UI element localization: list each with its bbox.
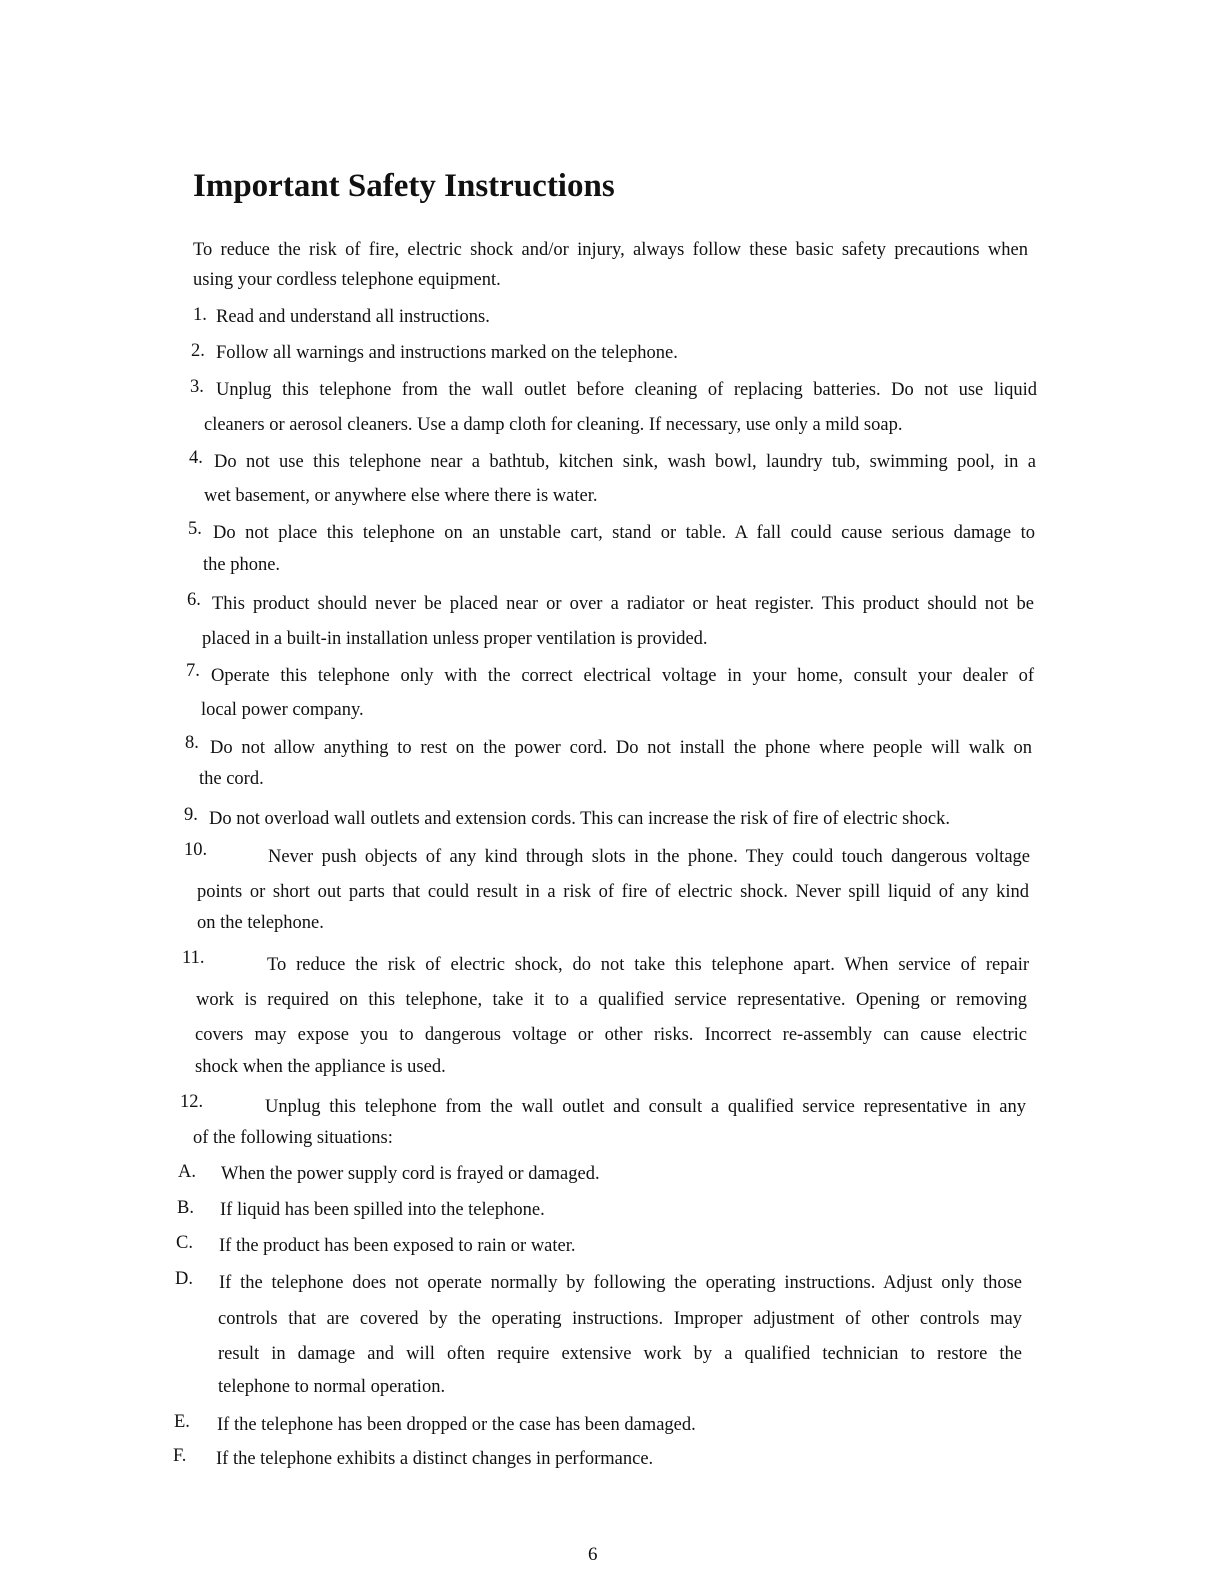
situation-e-letter: E. xyxy=(174,1412,190,1432)
item-12-line-2: of the following situations: xyxy=(193,1128,393,1148)
page-title: Important Safety Instructions xyxy=(193,168,615,204)
situation-a-line-1: When the power supply cord is frayed or damaged. xyxy=(221,1164,600,1184)
item-11-line-1: To reduce the risk of electric shock, do not take this telephone apart. When service of repair xyxy=(267,955,1029,975)
item-5-number: 5. xyxy=(188,519,202,539)
item-11-line-2: work is required on this telephone, take it to a qualified service representative. Opening or removing xyxy=(196,990,1027,1010)
item-10-number: 10. xyxy=(184,840,208,860)
situation-c-line-1: If the product has been exposed to rain or water. xyxy=(219,1236,576,1256)
situation-d-line-2: controls that are covered by the operating instructions. Improper adjustment of other controls may xyxy=(218,1309,1022,1329)
item-11-number: 11. xyxy=(182,948,205,968)
situation-a-letter: A. xyxy=(178,1162,196,1182)
item-5-line-1: Do not place this telephone on an unstable cart, stand or table. A fall could cause serious damage to xyxy=(213,523,1035,543)
situation-b-letter: B. xyxy=(177,1198,194,1218)
item-10-line-1: Never push objects of any kind through slots in the phone. They could touch dangerous voltage xyxy=(268,847,1030,867)
situation-d-line-4: telephone to normal operation. xyxy=(218,1377,446,1397)
item-1-line-1: Read and understand all instructions. xyxy=(216,307,490,327)
item-3-line-1: Unplug this telephone from the wall outlet before cleaning of replacing batteries. Do not use liquid xyxy=(216,380,1037,400)
item-7-line-2: local power company. xyxy=(201,700,364,720)
item-9-line-1: Do not overload wall outlets and extension cords. This can increase the risk of fire of electric shock. xyxy=(209,809,950,829)
situation-f-line-1: If the telephone exhibits a distinct changes in performance. xyxy=(216,1449,654,1469)
item-2-line-1: Follow all warnings and instructions marked on the telephone. xyxy=(216,343,678,363)
item-8-line-2: the cord. xyxy=(199,769,264,789)
item-4-line-2: wet basement, or anywhere else where there is water. xyxy=(204,486,598,506)
item-6-line-1: This product should never be placed near or over a radiator or heat register. This product should not be xyxy=(212,594,1034,614)
intro-line-2: using your cordless telephone equipment. xyxy=(193,270,501,290)
item-6-number: 6. xyxy=(187,590,201,610)
item-7-line-1: Operate this telephone only with the correct electrical voltage in your home, consult your dealer of xyxy=(211,666,1034,686)
item-10-line-3: on the telephone. xyxy=(197,913,324,933)
item-1-number: 1. xyxy=(193,305,207,325)
item-5-line-2: the phone. xyxy=(203,555,281,575)
item-3-line-2: cleaners or aerosol cleaners. Use a damp cloth for cleaning. If necessary, use only a mild soap. xyxy=(204,415,903,435)
situation-b-line-1: If liquid has been spilled into the telephone. xyxy=(220,1200,545,1220)
page-number: 6 xyxy=(588,1544,598,1565)
item-4-line-1: Do not use this telephone near a bathtub, kitchen sink, wash bowl, laundry tub, swimming pool, in a xyxy=(214,452,1036,472)
item-2-number: 2. xyxy=(191,341,205,361)
item-8-line-1: Do not allow anything to rest on the power cord. Do not install the phone where people will walk on xyxy=(210,738,1032,758)
situation-d-line-1: If the telephone does not operate normally by following the operating instructions. Adjust only those xyxy=(219,1273,1022,1293)
item-6-line-2: placed in a built-in installation unless proper ventilation is provided. xyxy=(202,629,708,649)
situation-e-line-1: If the telephone has been dropped or the case has been damaged. xyxy=(217,1415,696,1435)
item-3-number: 3. xyxy=(190,377,204,397)
item-11-line-3: covers may expose you to dangerous voltage or other risks. Incorrect re-assembly can cause electric xyxy=(195,1025,1027,1045)
item-12-line-1: Unplug this telephone from the wall outlet and consult a qualified service representative in any xyxy=(265,1097,1026,1117)
item-11-line-4: shock when the appliance is used. xyxy=(195,1057,446,1077)
item-10-line-2: points or short out parts that could result in a risk of fire of electric shock. Never spill liquid of any kind xyxy=(197,882,1029,902)
item-7-number: 7. xyxy=(186,661,200,681)
situation-f-letter: F. xyxy=(173,1446,187,1466)
item-9-number: 9. xyxy=(184,805,198,825)
intro-line-1: To reduce the risk of fire, electric shock and/or injury, always follow these basic safety precautions when xyxy=(193,240,1028,260)
situation-d-letter: D. xyxy=(175,1269,193,1289)
item-12-number: 12. xyxy=(180,1092,204,1112)
item-4-number: 4. xyxy=(189,448,203,468)
situation-d-line-3: result in damage and will often require extensive work by a qualified technician to restore the xyxy=(218,1344,1022,1364)
situation-c-letter: C. xyxy=(176,1233,193,1253)
item-8-number: 8. xyxy=(185,733,199,753)
